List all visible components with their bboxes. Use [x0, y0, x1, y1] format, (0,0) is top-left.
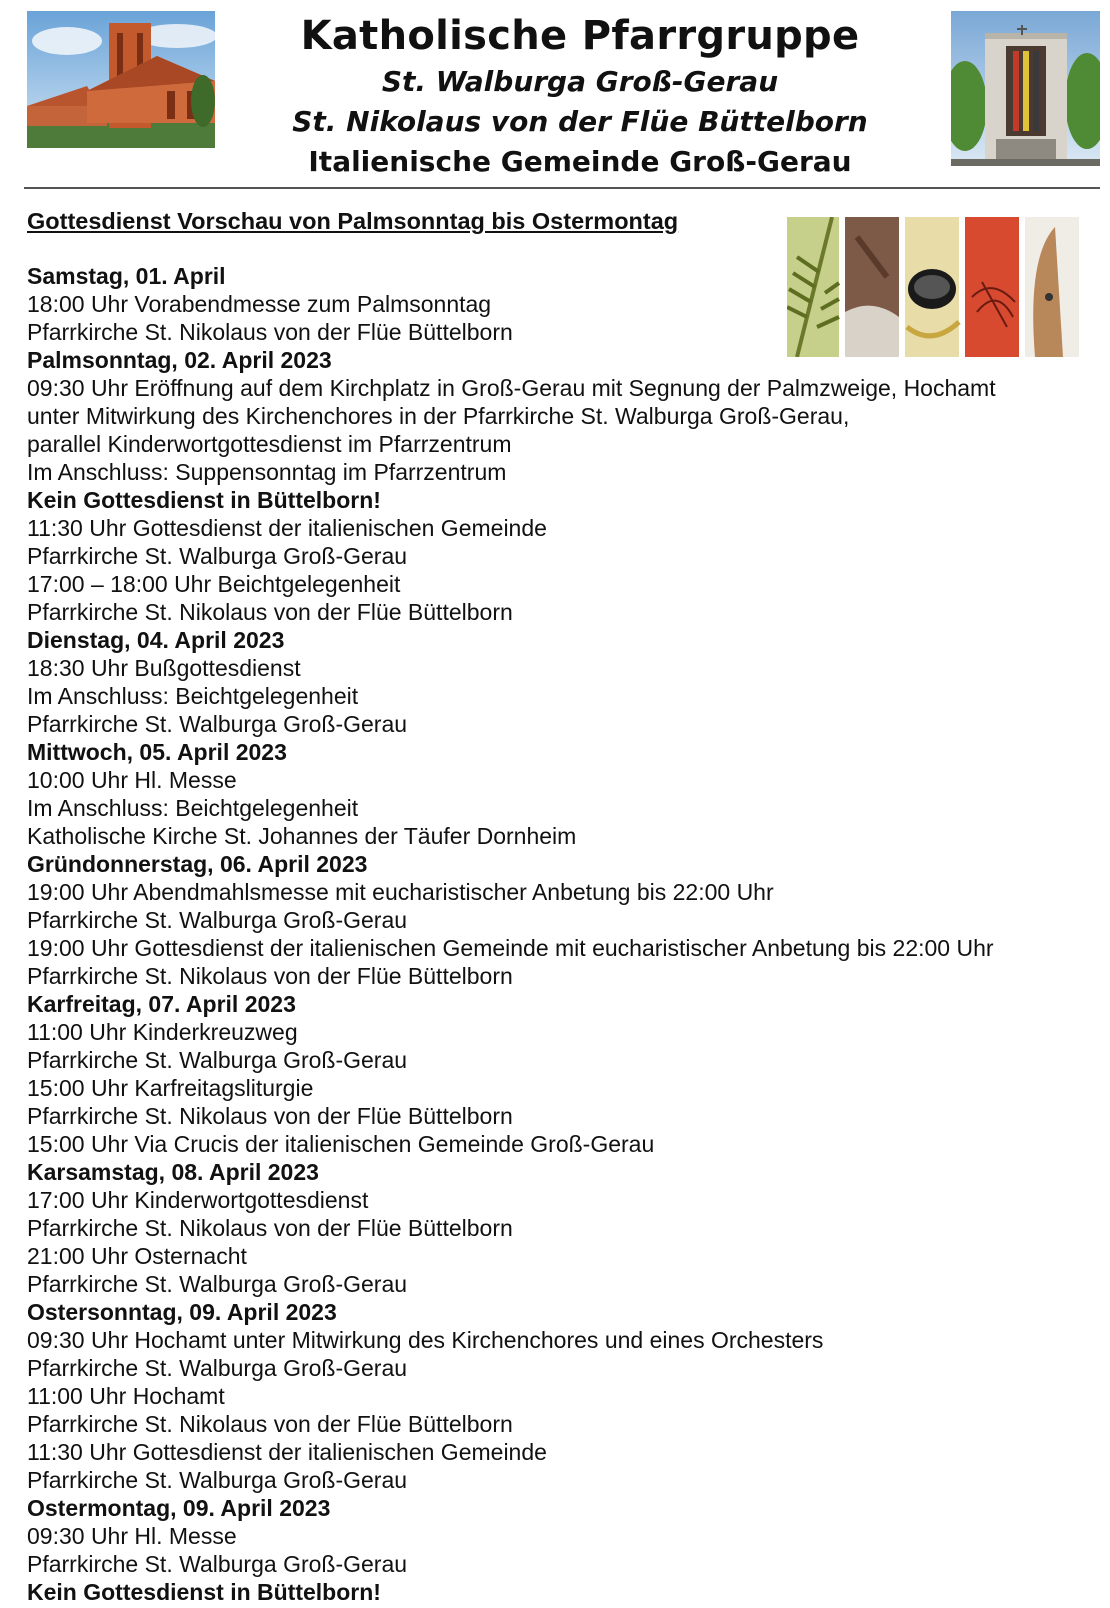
service-schedule [27, 206, 1097, 1606]
service-line: Im Anschluss: Suppensonntag im Pfarrzentrum [27, 459, 507, 485]
service-line: Pfarrkirche St. Walburga Groß-Gerau [27, 1467, 408, 1493]
service-line: 15:00 Uhr Karfreitagsliturgie [27, 1075, 314, 1101]
service-line: 11:00 Uhr Hochamt [27, 1383, 225, 1409]
service-line: Pfarrkirche St. Walburga Groß-Gerau [27, 1271, 408, 1297]
service-line: Pfarrkirche St. Nikolaus von der Flüe Büttelborn [27, 1411, 513, 1437]
day-block [27, 738, 1097, 850]
day-block [27, 850, 1097, 990]
parish-subtitle-3: Italienische Gemeinde Groß-Gerau [308, 145, 852, 178]
day-heading: Dienstag, 04. April 2023 [27, 627, 285, 653]
service-line: 19:00 Uhr Abendmahlsmesse mit eucharistischer Anbetung bis 22:00 Uhr [27, 879, 774, 905]
parish-subtitle-1: St. Walburga Groß-Gerau [381, 65, 779, 98]
service-line: Pfarrkirche St. Walburga Groß-Gerau [27, 1047, 408, 1073]
header-titles [230, 10, 930, 182]
service-line: 18:00 Uhr Vorabendmesse zum Palmsonntag [27, 291, 492, 317]
day-block [27, 626, 1097, 738]
service-line: Pfarrkirche St. Nikolaus von der Flüe Büttelborn [27, 1103, 513, 1129]
service-line: Katholische Kirche St. Johannes der Täufer Dornheim [27, 823, 577, 849]
day-heading: Karsamstag, 08. April 2023 [27, 1159, 319, 1185]
days-list [27, 262, 1097, 1606]
page-header [0, 0, 1110, 190]
service-line: Pfarrkirche St. Nikolaus von der Flüe Büttelborn [27, 963, 513, 989]
day-block [27, 1298, 1097, 1494]
service-line: 15:00 Uhr Via Crucis der italienischen Gemeinde Groß-Gerau [27, 1131, 655, 1157]
page-title: Katholische Pfarrgruppe [300, 13, 860, 59]
parish-subtitle-2: St. Nikolaus von der Flüe Büttelborn [292, 105, 868, 138]
day-heading: Mittwoch, 05. April 2023 [27, 739, 287, 765]
church-photo-left [27, 11, 215, 148]
day-heading: Gründonnerstag, 06. April 2023 [27, 851, 368, 877]
section-title: Gottesdienst Vorschau von Palmsonntag bis Ostermontag [27, 208, 679, 234]
service-line: 11:00 Uhr Kinderkreuzweg [27, 1019, 298, 1045]
day-heading: Karfreitag, 07. April 2023 [27, 991, 296, 1017]
service-line: parallel Kinderwortgottesdienst im Pfarrzentrum [27, 431, 512, 457]
header-divider [24, 187, 1100, 189]
service-line: Pfarrkirche St. Walburga Groß-Gerau [27, 1355, 408, 1381]
service-line: 21:00 Uhr Osternacht [27, 1243, 247, 1269]
service-line: Im Anschluss: Beichtgelegenheit [27, 795, 359, 821]
service-line: 09:30 Uhr Eröffnung auf dem Kirchplatz in Groß-Gerau mit Segnung der Palmzweige, Hochamt [27, 375, 996, 401]
service-line: Pfarrkirche St. Walburga Groß-Gerau [27, 711, 408, 737]
day-heading: Ostersonntag, 09. April 2023 [27, 1299, 337, 1325]
service-line: 09:30 Uhr Hl. Messe [27, 1523, 237, 1549]
day-block [27, 346, 1097, 626]
service-line: 19:00 Uhr Gottesdienst der italienischen Gemeinde mit eucharistischer Anbetung bis 22:00 Uhr [27, 935, 994, 961]
service-line: Pfarrkirche St. Walburga Groß-Gerau [27, 543, 408, 569]
service-line: 17:00 Uhr Kinderwortgottesdienst [27, 1187, 369, 1213]
notice-line: Kein Gottesdienst in Büttelborn! [27, 487, 381, 513]
day-block [27, 1158, 1097, 1298]
service-line: 10:00 Uhr Hl. Messe [27, 767, 237, 793]
service-line: Pfarrkirche St. Walburga Groß-Gerau [27, 1551, 408, 1577]
service-line: Pfarrkirche St. Nikolaus von der Flüe Büttelborn [27, 599, 513, 625]
church-photo-right [951, 11, 1100, 166]
service-line: 11:30 Uhr Gottesdienst der italienischen Gemeinde [27, 515, 547, 541]
day-heading: Ostermontag, 09. April 2023 [27, 1495, 331, 1521]
day-block [27, 990, 1097, 1158]
day-block [27, 1494, 1097, 1606]
service-line: Pfarrkirche St. Nikolaus von der Flüe Büttelborn [27, 319, 513, 345]
service-line: Im Anschluss: Beichtgelegenheit [27, 683, 359, 709]
day-heading: Samstag, 01. April [27, 263, 226, 289]
service-line: 11:30 Uhr Gottesdienst der italienischen Gemeinde [27, 1439, 547, 1465]
service-line: 09:30 Uhr Hochamt unter Mitwirkung des Kirchenchores und eines Orchesters [27, 1327, 824, 1353]
day-block [27, 262, 1097, 346]
notice-line: Kein Gottesdienst in Büttelborn! [27, 1579, 381, 1605]
service-line: 18:30 Uhr Bußgottesdienst [27, 655, 301, 681]
service-line: Pfarrkirche St. Nikolaus von der Flüe Büttelborn [27, 1215, 513, 1241]
service-line: Pfarrkirche St. Walburga Groß-Gerau [27, 907, 408, 933]
day-heading: Palmsonntag, 02. April 2023 [27, 347, 332, 373]
service-line: 17:00 – 18:00 Uhr Beichtgelegenheit [27, 571, 401, 597]
service-line: unter Mitwirkung des Kirchenchores in der Pfarrkirche St. Walburga Groß-Gerau, [27, 403, 850, 429]
